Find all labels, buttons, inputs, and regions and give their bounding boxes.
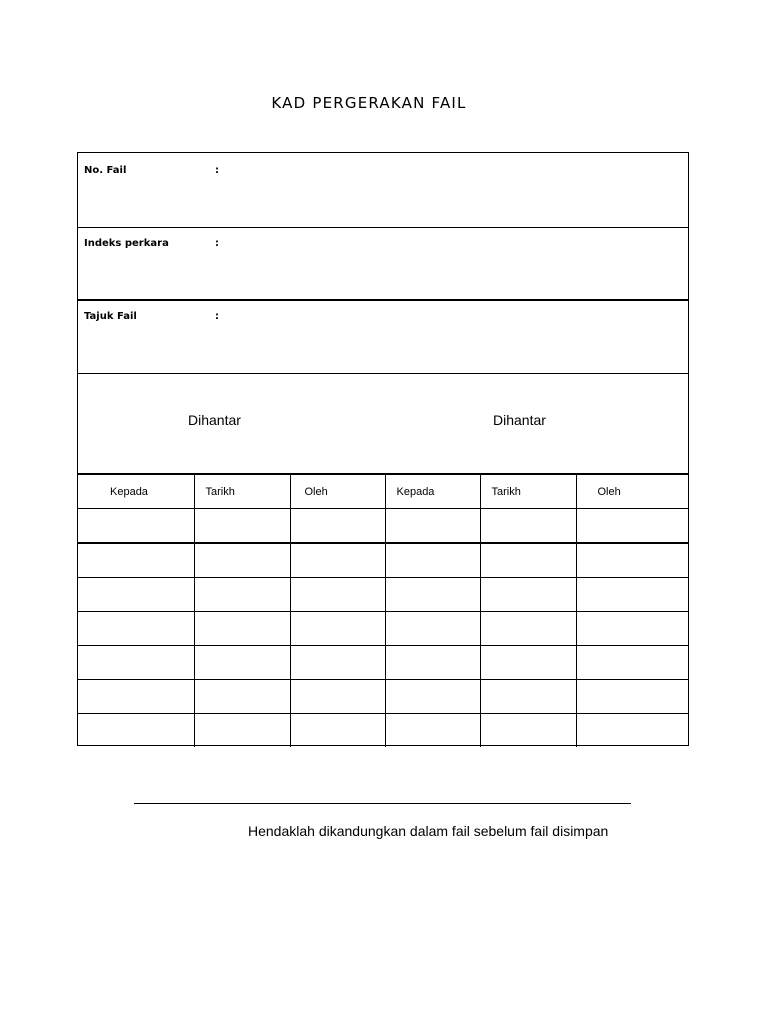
table-cell[interactable]	[385, 714, 480, 748]
table-cell[interactable]	[480, 509, 576, 544]
table-cell[interactable]	[480, 612, 576, 646]
indeks-perkara-label: Indeks perkara	[84, 238, 169, 249]
table-cell[interactable]	[78, 680, 194, 714]
table-cell[interactable]	[576, 578, 688, 612]
table-row	[78, 612, 688, 646]
table-cell[interactable]	[290, 714, 385, 748]
table-cell[interactable]	[194, 612, 290, 646]
table-cell[interactable]	[576, 612, 688, 646]
table-cell[interactable]	[78, 578, 194, 612]
header-kepada: Kepada	[78, 475, 194, 509]
table-cell[interactable]	[290, 680, 385, 714]
table-cell[interactable]	[576, 680, 688, 714]
table-cell[interactable]	[194, 543, 290, 578]
table-cell[interactable]	[194, 509, 290, 544]
signature-line	[134, 803, 631, 804]
table-cell[interactable]	[78, 612, 194, 646]
table-cell[interactable]	[385, 612, 480, 646]
table-cell[interactable]	[78, 714, 194, 748]
table-cell[interactable]	[78, 509, 194, 544]
table-row	[78, 578, 688, 612]
no-fail-label: No. Fail	[84, 165, 127, 176]
table-row	[78, 714, 688, 748]
table-cell[interactable]	[576, 646, 688, 680]
table-row	[78, 509, 688, 544]
table-cell[interactable]	[480, 714, 576, 748]
file-movement-card	[77, 152, 689, 746]
table-cell[interactable]	[194, 680, 290, 714]
table-cell[interactable]	[480, 578, 576, 612]
table-cell[interactable]	[385, 646, 480, 680]
table-cell[interactable]	[78, 646, 194, 680]
page-title: KAD PERGERAKAN FAIL	[271, 94, 467, 112]
table-row	[78, 680, 688, 714]
table-header-row	[78, 475, 688, 509]
table-cell[interactable]	[385, 543, 480, 578]
table-row	[78, 646, 688, 680]
table-cell[interactable]	[385, 680, 480, 714]
table-cell[interactable]	[78, 543, 194, 578]
table-cell[interactable]	[385, 578, 480, 612]
table-cell[interactable]	[385, 509, 480, 544]
movement-table	[78, 475, 688, 747]
tajuk-fail-colon: :	[215, 311, 219, 322]
table-cell[interactable]	[194, 646, 290, 680]
table-cell[interactable]	[480, 680, 576, 714]
table-row	[78, 543, 688, 578]
table-cell[interactable]	[480, 646, 576, 680]
no-fail-row[interactable]	[78, 153, 688, 227]
footer-note: Hendaklah dikandungkan dalam fail sebelum fail disimpan	[248, 823, 609, 839]
table-cell[interactable]	[290, 543, 385, 578]
divider	[78, 373, 688, 374]
table-cell[interactable]	[576, 714, 688, 748]
table-cell[interactable]	[290, 646, 385, 680]
header-tarikh: Tarikh	[194, 475, 290, 509]
table-cell[interactable]	[576, 543, 688, 578]
table-cell[interactable]	[194, 714, 290, 748]
indeks-perkara-row[interactable]	[78, 228, 688, 300]
header-oleh: Oleh	[576, 475, 688, 509]
table-cell[interactable]	[290, 578, 385, 612]
header-kepada: Kepada	[385, 475, 480, 509]
table-cell[interactable]	[290, 612, 385, 646]
header-oleh: Oleh	[290, 475, 385, 509]
table-cell[interactable]	[290, 509, 385, 544]
dihantar-left-heading: Dihantar	[188, 412, 241, 428]
table-cell[interactable]	[480, 543, 576, 578]
indeks-perkara-colon: :	[215, 238, 219, 249]
tajuk-fail-label: Tajuk Fail	[84, 311, 137, 322]
table-cell[interactable]	[576, 509, 688, 544]
table-cell[interactable]	[194, 578, 290, 612]
header-tarikh: Tarikh	[480, 475, 576, 509]
no-fail-colon: :	[215, 165, 219, 176]
tajuk-fail-row[interactable]	[78, 301, 688, 373]
dihantar-right-heading: Dihantar	[493, 412, 546, 428]
